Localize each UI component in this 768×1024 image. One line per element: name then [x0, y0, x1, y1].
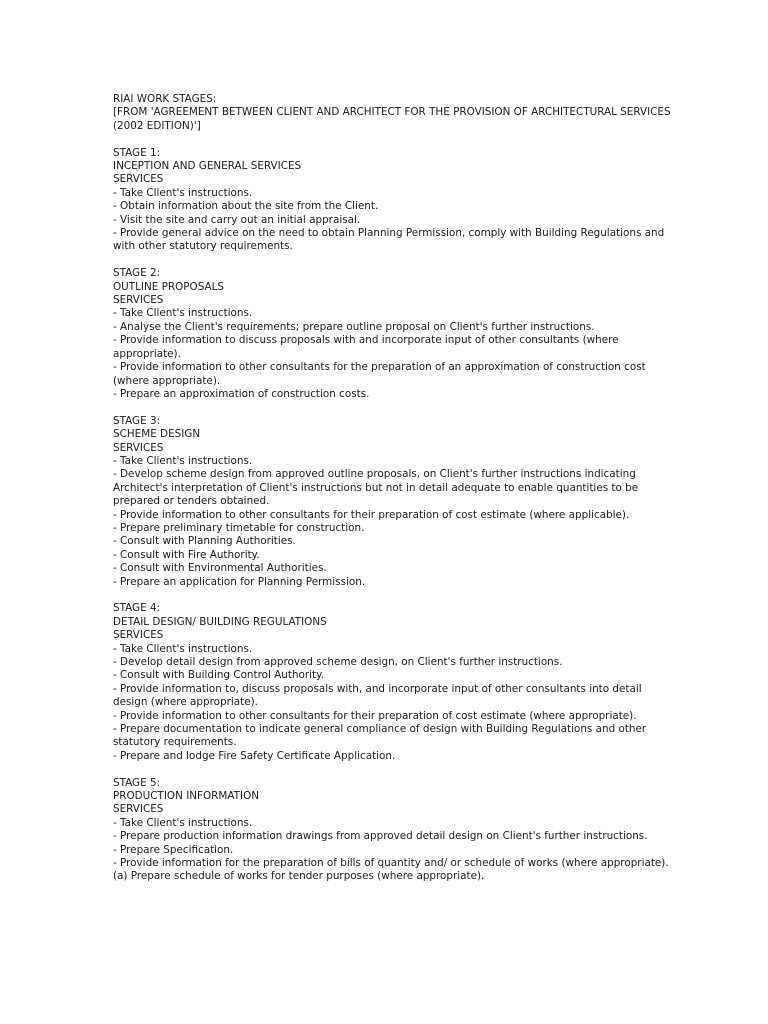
- stage-number: STAGE 5:: [113, 776, 161, 789]
- service-item: - Prepare documentation to indicate general compliance of design with Building Regulations and other statutory requirements.: [113, 723, 650, 749]
- stage-title: SCHEME DESIGN: [113, 428, 201, 441]
- services-label: SERVICES: [113, 803, 164, 816]
- stage-section: [113, 602, 673, 763]
- service-item: - Consult with Fire Authority.: [113, 548, 260, 561]
- service-item: - Consult with Planning Authorities.: [113, 535, 296, 548]
- service-item: - Provide information for the preparation of bills of quantity and/ or schedule of works (where appropriate).: [113, 857, 669, 870]
- service-item: - Provide general advice on the need to obtain Planning Permission, comply with Building Regulations and with other statutory requirements.: [113, 227, 668, 253]
- stage-number: STAGE 1:: [113, 146, 161, 159]
- service-item: - Take Client's instructions.: [113, 642, 253, 655]
- document-title: RIAI WORK STAGES:: [113, 93, 217, 105]
- service-item: - Visit the site and carry out an initial appraisal.: [113, 213, 361, 226]
- service-item: - Obtain information about the site from the Client.: [113, 200, 379, 213]
- document-source: [FROM 'AGREEMENT BETWEEN CLIENT AND ARCHITECT FOR THE PROVISION OF ARCHITECTURAL SERVICES (2002 EDITION)']: [113, 106, 674, 132]
- stage-section: [113, 777, 673, 884]
- service-item: - Provide information to discuss proposals with and incorporate input of other consultants (where appropriate).: [113, 334, 622, 360]
- service-item: - Analyse the Client's requirements; prepare outline proposal on Client's further instructions.: [113, 320, 595, 333]
- service-item: - Take Client's instructions.: [113, 307, 253, 320]
- service-item: - Prepare an application for Planning Permission.: [113, 575, 366, 588]
- service-item: - Take Client's instructions.: [113, 186, 253, 199]
- stage-number: STAGE 4:: [113, 602, 161, 615]
- stage-section: [113, 147, 673, 254]
- document-header: [113, 93, 673, 133]
- service-item: (a) Prepare schedule of works for tender purposes (where appropriate).: [113, 870, 485, 883]
- service-item: - Prepare Specification.: [113, 843, 234, 856]
- service-item: - Prepare preliminary timetable for construction.: [113, 521, 365, 534]
- stage-number: STAGE 2:: [113, 267, 161, 280]
- stage-title: OUTLINE PROPOSALS: [113, 280, 225, 293]
- service-item: - Provide information to other consultants for their preparation of cost estimate (where applicable).: [113, 508, 630, 521]
- service-item: - Take Client's instructions.: [113, 816, 253, 829]
- service-item: - Prepare production information drawings from approved detail design on Client's further instructions.: [113, 830, 648, 843]
- stage-title: INCEPTION AND GENERAL SERVICES: [113, 160, 302, 173]
- stage-number: STAGE 3:: [113, 414, 161, 427]
- services-label: SERVICES: [113, 629, 164, 642]
- stage-section: [113, 415, 673, 589]
- services-label: SERVICES: [113, 441, 164, 454]
- service-item: - Consult with Building Control Authority.: [113, 669, 325, 682]
- service-item: - Prepare and lodge Fire Safety Certificate Application.: [113, 749, 396, 762]
- service-item: - Provide information to other consultants for their preparation of cost estimate (where appropriate).: [113, 709, 637, 722]
- service-item: - Consult with Environmental Authorities.: [113, 562, 327, 575]
- stage-section: [113, 267, 673, 401]
- service-item: - Provide information to other consultants for the preparation of an approximation of construction cost (where appropriate).: [113, 361, 650, 387]
- services-label: SERVICES: [113, 294, 164, 307]
- service-item: - Take Client's instructions.: [113, 454, 253, 467]
- service-item: - Develop scheme design from approved outline proposals, on Client's further instructions indicating Architect's interpretation of Client's instructions but not in detail adequate to enable quantities to be prepared or tenders obtained.: [113, 468, 642, 508]
- service-item: - Prepare an approximation of construction costs.: [113, 387, 370, 400]
- document-page: [113, 93, 673, 897]
- stage-title: PRODUCTION INFORMATION: [113, 790, 260, 803]
- stage-title: DETAIL DESIGN/ BUILDING REGULATIONS: [113, 615, 327, 628]
- service-item: - Provide information to, discuss proposals with, and incorporate input of other consultants into detail design (where appropriate).: [113, 682, 645, 709]
- services-label: SERVICES: [113, 173, 164, 186]
- service-item: - Develop detail design from approved scheme design, on Client's further instructions.: [113, 656, 563, 668]
